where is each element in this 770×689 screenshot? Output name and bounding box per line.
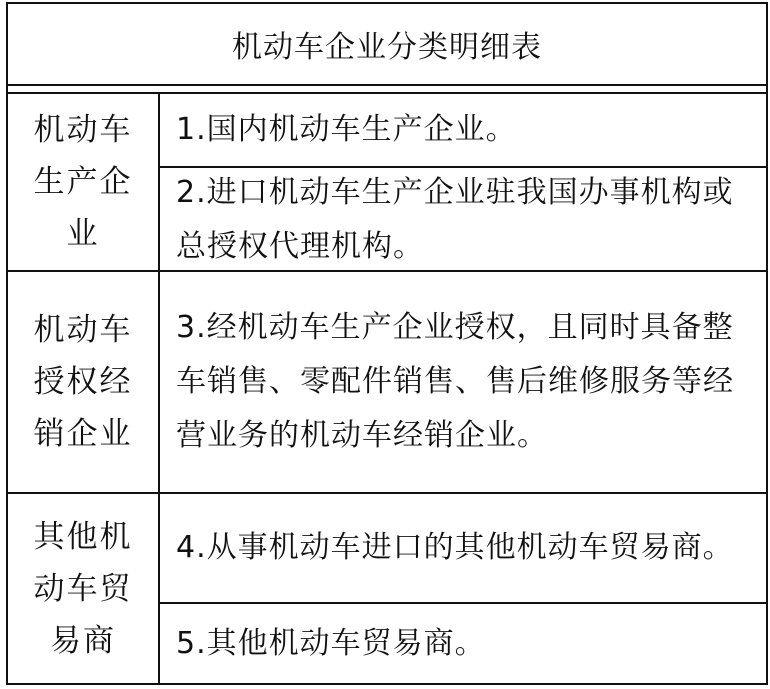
category-label: 其他机动车贸易商 [33,518,133,659]
category-row-trader [8,494,766,683]
item-cell [160,168,766,272]
item-cell [160,604,766,683]
category-cell [8,272,160,492]
item-text: 3.经机动车生产企业授权，且同时具备整车销售、零配件销售、售后维修服务等经营业务的机动车经销企业。 [176,310,734,453]
category-row-dealer [8,272,766,494]
item-text: 2.进口机动车生产企业驻我国办事机构或总授权代理机构。 [176,175,734,264]
category-cell [8,94,160,270]
item-cell [160,494,766,604]
item-text: 4.从事机动车进口的其他机动车贸易商。 [176,530,734,565]
table-title: 机动车企业分类明细表 [8,4,766,86]
category-label: 机动车授权经销企业 [33,312,133,452]
item-text: 5.其他机动车贸易商。 [176,625,486,661]
category-cell [8,494,160,683]
item-cell [160,272,766,492]
category-label: 机动车生产企业 [33,112,133,252]
item-cell [160,94,766,168]
classification-table [6,2,768,685]
category-row-production [8,92,766,272]
item-text: 1.国内机动车生产企业。 [176,112,517,147]
